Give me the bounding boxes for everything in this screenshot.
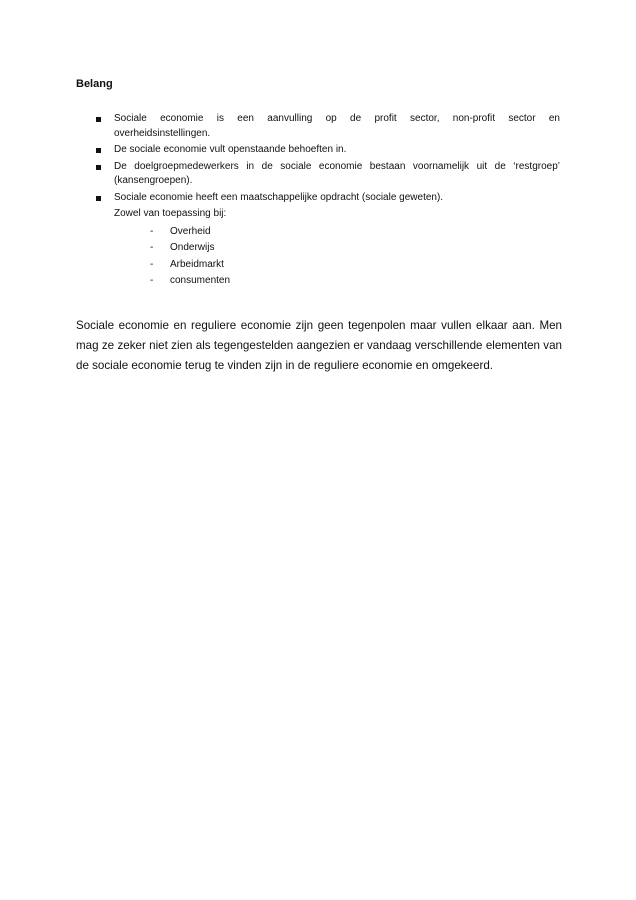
body-paragraph: Sociale economie en reguliere economie zijn geen tegenpolen maar vullen elkaar aan. Men mag ze zeker niet zien als tegengestelden aangezien er vandaag verschillende elementen van de sociale economie terug te vinden zijn in de reguliere economie en omgekeerd.	[76, 319, 562, 372]
bullet-text: De sociale economie vult openstaande behoeften in.	[114, 144, 347, 155]
dash-marker: -	[150, 258, 154, 270]
bullet-text-line: Sociale economie is een aanvulling op de profit sector, non-profit sector en	[114, 113, 560, 124]
application-item	[114, 273, 560, 290]
dash-marker: -	[150, 225, 154, 237]
application-item	[114, 224, 560, 241]
bullet-text-line: (kansengroepen).	[114, 175, 193, 186]
application-item	[114, 257, 560, 274]
square-bullet-icon	[96, 148, 101, 153]
section-heading: Belang	[76, 78, 113, 90]
application-intro: Zowel van toepassing bij:	[114, 208, 227, 219]
application-item-label: consumenten	[170, 275, 231, 286]
bullet-item	[96, 160, 560, 189]
application-item-label: Overheid	[170, 225, 211, 237]
application-list	[114, 224, 560, 290]
dash-marker: -	[150, 242, 154, 253]
square-bullet-icon	[96, 196, 101, 201]
dash-marker: -	[150, 275, 154, 286]
square-bullet-icon	[96, 165, 101, 170]
bullet-text: Sociale economie heeft een maatschappelijke opdracht (sociale geweten).	[114, 191, 444, 203]
bullet-list	[96, 112, 560, 290]
square-bullet-icon	[96, 117, 101, 122]
application-block	[96, 207, 560, 290]
bullet-text-line: overheidsinstellingen.	[114, 127, 211, 139]
bullet-item	[96, 143, 560, 158]
bullet-item	[96, 112, 560, 141]
application-item	[114, 240, 560, 257]
bullet-item	[96, 191, 560, 206]
application-item-label: Arbeidmarkt	[170, 258, 224, 270]
bullet-text-line: De doelgroepmedewerkers in de sociale economie bestaan voornamelijk uit de ‘restgroep’	[114, 160, 560, 172]
application-item-label: Onderwijs	[170, 242, 215, 253]
